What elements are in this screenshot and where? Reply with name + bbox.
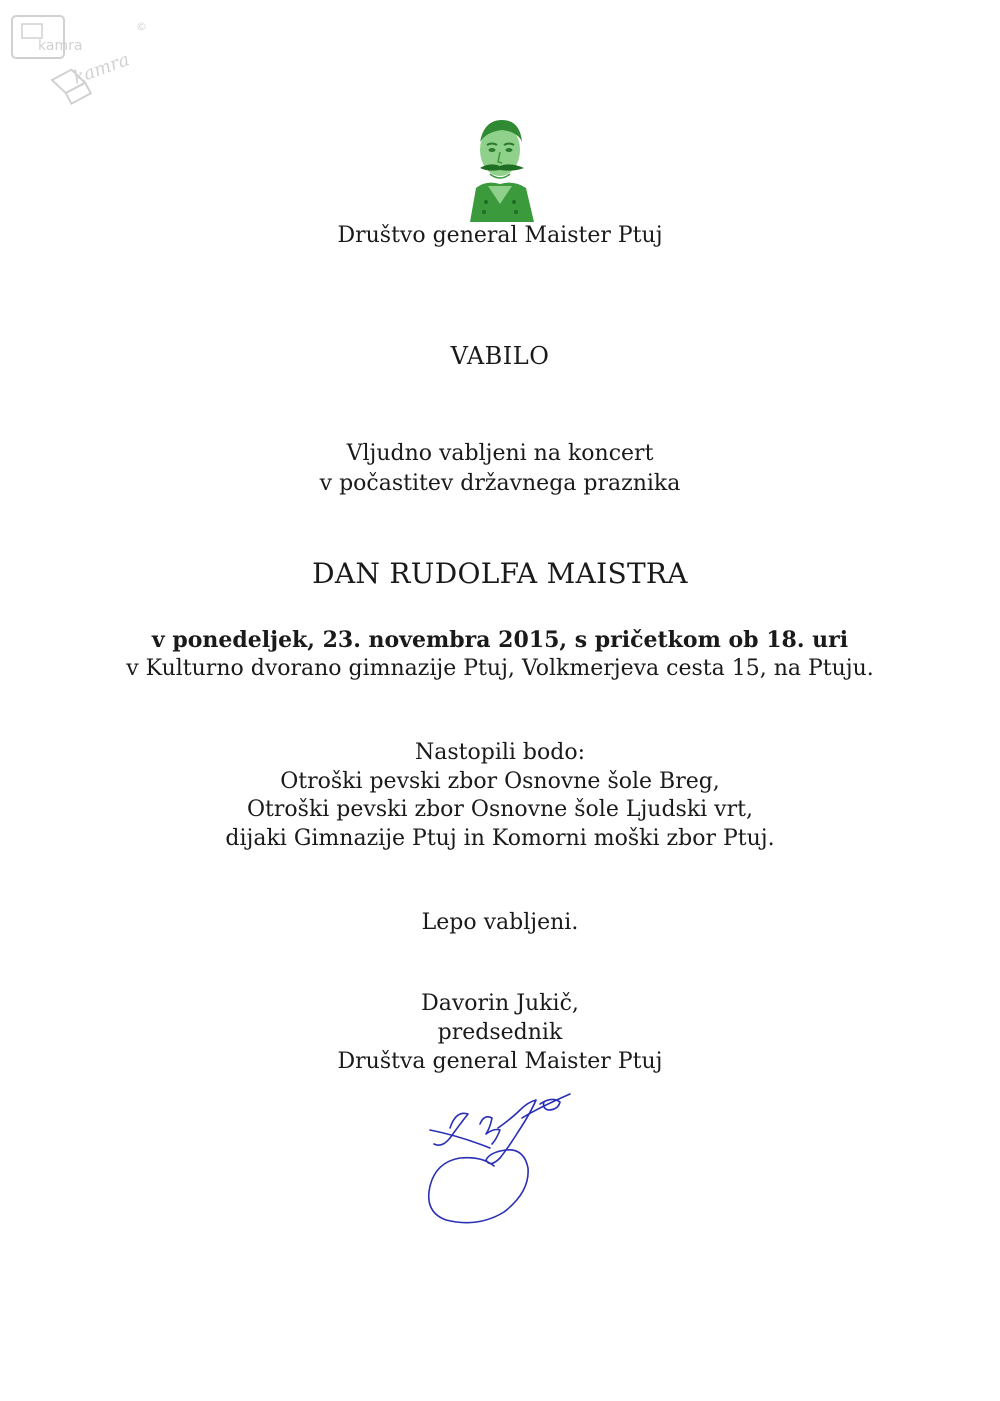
signatory-organization: Društva general Maister Ptuj (337, 1049, 663, 1074)
signatory-role: predsednik (437, 1020, 563, 1045)
portrait-of-general-maister-icon (462, 112, 540, 222)
performer-item: Otroški pevski zbor Osnovne šole Breg, (280, 769, 720, 794)
performers-heading: Nastopili bodo: (415, 740, 585, 765)
performer-item: dijaki Gimnazije Ptuj in Komorni moški zbor Ptuj. (225, 826, 775, 851)
closing-line: Lepo vabljeni. (421, 910, 579, 935)
performer-item: Otroški pevski zbor Osnovne šole Ljudski vrt, (247, 797, 753, 822)
watermark-text-top: kamra (38, 38, 83, 54)
event-date-time: v ponedeljek, 23. novembra 2015, s pričetkom ob 18. uri (151, 627, 849, 653)
invitation-line-2: v počastitev državnega praznika (319, 471, 681, 496)
watermark-text-bottom: kamra (70, 49, 133, 89)
organization-name: Društvo general Maister Ptuj (337, 223, 663, 248)
invitation-line-1: Vljudno vabljeni na koncert (346, 441, 654, 466)
event-name: DAN RUDOLFA MAISTRA (312, 557, 688, 590)
event-venue: v Kulturno dvorano gimnazije Ptuj, Volkmerjeva cesta 15, na Ptuju. (126, 656, 874, 681)
handwritten-signature-icon (420, 1088, 580, 1233)
document-title: VABILO (450, 342, 550, 370)
watermark-copyright-mark: © (136, 20, 147, 33)
signatory-name: Davorin Jukič, (421, 991, 579, 1016)
kamra-watermark-logo (8, 8, 158, 118)
